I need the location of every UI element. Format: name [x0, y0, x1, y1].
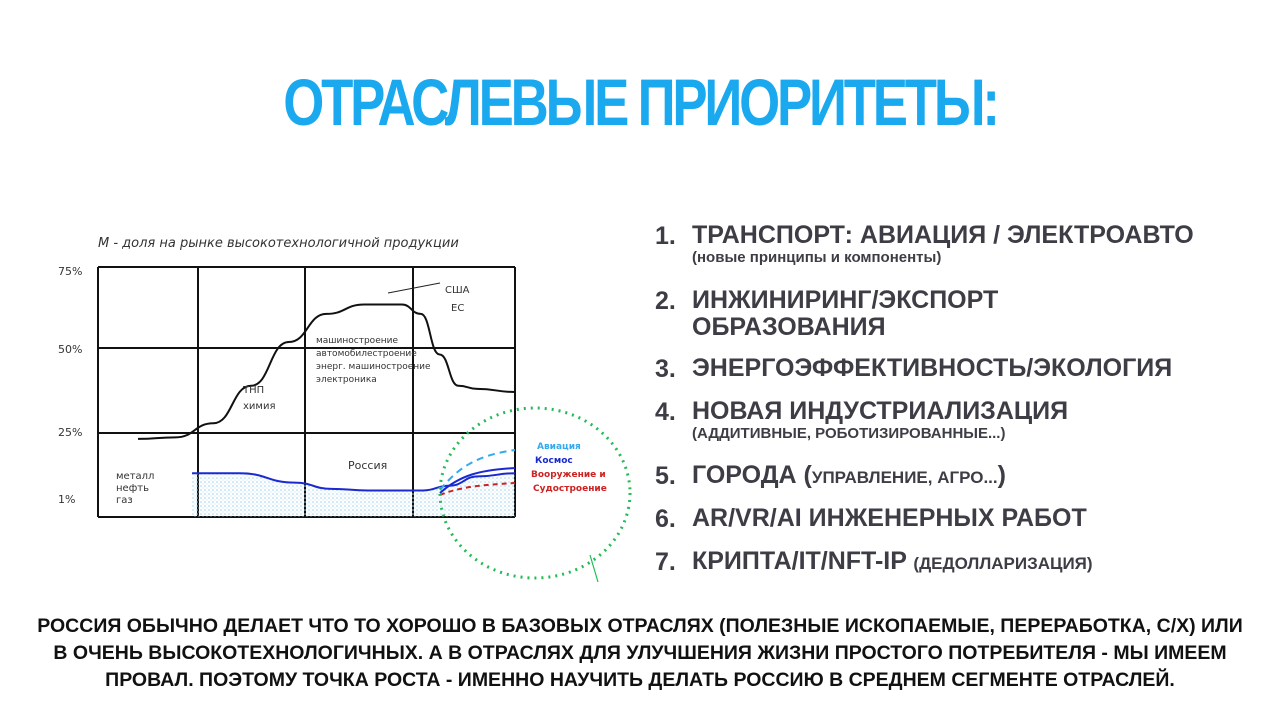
region-label-machinery: машиностроение автомобилестроение энерг. машиностроение электроника [316, 336, 431, 385]
y-tick-label: 1% [58, 493, 76, 506]
priority-item-5 [655, 462, 1006, 491]
curve-label-russia: Россия [348, 459, 388, 472]
priority-text-tail: ) [997, 461, 1006, 489]
region-label-tnp: ТНП химия [243, 385, 276, 412]
priority-number: 1. [655, 222, 676, 250]
priority-text: КРИПТА/IT/NFT-IP [692, 547, 907, 575]
priority-text: ТРАНСПОРТ: АВИАЦИЯ / ЭЛЕКТРОАВТО [692, 221, 1194, 249]
curve-label-eu: ЕС [451, 303, 465, 314]
page-title: ОТРАСЛЕВЫЕ ПРИОРИТЕТЫ: [283, 65, 997, 139]
priority-number: 3. [655, 355, 676, 383]
priority-item-3 [655, 355, 1172, 384]
footer-conclusion [0, 613, 1280, 694]
y-tick-labels [58, 265, 82, 506]
priority-item-7 [655, 548, 1093, 577]
forecast-label-defense-2: Судостроение [533, 484, 607, 494]
forecast-label-defense-1: Вооружение и [531, 470, 606, 480]
footer-line-2: В ОЧЕНЬ ВЫСОКОТЕХНОЛОГИЧНЫХ. А В ОТРАСЛЯХ ДЛЯ УЛУЧШЕНИЯ ЖИЗНИ ПРОСТОГО ПОТРЕБИТЕЛЯ - МЫ ИМЕЕМ [53, 642, 1227, 664]
footer-line-3: ПРОВАЛ. ПОЭТОМУ ТОЧКА РОСТА - ИМЕННО НАУЧИТЬ ДЕЛАТЬ РОССИЮ В СРЕДНЕМ СЕГМЕНТЕ ОТРАСЛЕЙ. [105, 669, 1175, 691]
priority-text: ИНЖИНИРИНГ/ЭКСПОРТ [692, 286, 999, 314]
region-label-metal: металл нефть газ [116, 471, 155, 506]
footer-line-1: РОССИЯ ОБЫЧНО ДЕЛАЕТ ЧТО ТО ХОРОШО В БАЗОВЫХ ОТРАСЛЯХ (ПОЛЕЗНЫЕ ИСКОПАЕМЫЕ, ПЕРЕРАБОТКА, С/Х) ИЛИ [37, 615, 1243, 637]
priority-text: ГОРОДА ( [692, 461, 812, 489]
priority-subtext: (АДДИТИВНЫЕ, РОБОТИЗИРОВАННЫЕ...) [692, 425, 1006, 442]
y-tick-label: 50% [58, 343, 83, 356]
priority-number: 6. [655, 505, 676, 533]
y-tick-label: 25% [58, 426, 83, 439]
priority-text: ЭНЕРГОЭФФЕКТИВНОСТЬ/ЭКОЛОГИЯ [692, 354, 1173, 382]
priority-item-1 [655, 222, 1194, 266]
priority-item-6 [655, 505, 1087, 534]
priority-inline-note: (ДЕДОЛЛАРИЗАЦИЯ) [913, 554, 1093, 573]
priority-text-line2: ОБРАЗОВАНИЯ [692, 313, 886, 341]
forecast-label-space: Космос [535, 456, 573, 466]
priority-number: 4. [655, 398, 676, 426]
market-share-chart [40, 225, 640, 585]
chart-title: М - доля на рынке высокотехнологичной продукции [98, 236, 459, 251]
priority-item-2 [655, 287, 998, 341]
priority-number: 2. [655, 287, 676, 315]
y-tick-label: 75% [58, 265, 83, 278]
priority-inline-note: УПРАВЛЕНИЕ, АГРО... [811, 468, 998, 487]
priority-text: AR/VR/AI ИНЖЕНЕРНЫХ РАБОТ [692, 504, 1087, 532]
curve-label-usa: США [445, 285, 470, 296]
priority-subtext: (новые принципы и компоненты) [692, 249, 942, 266]
priority-text: НОВАЯ ИНДУСТРИАЛИЗАЦИЯ [692, 397, 1069, 425]
priority-number: 7. [655, 548, 676, 576]
forecast-label-aviation: Авиация [537, 442, 581, 452]
priority-number: 5. [655, 462, 676, 490]
priority-item-4 [655, 398, 1068, 442]
